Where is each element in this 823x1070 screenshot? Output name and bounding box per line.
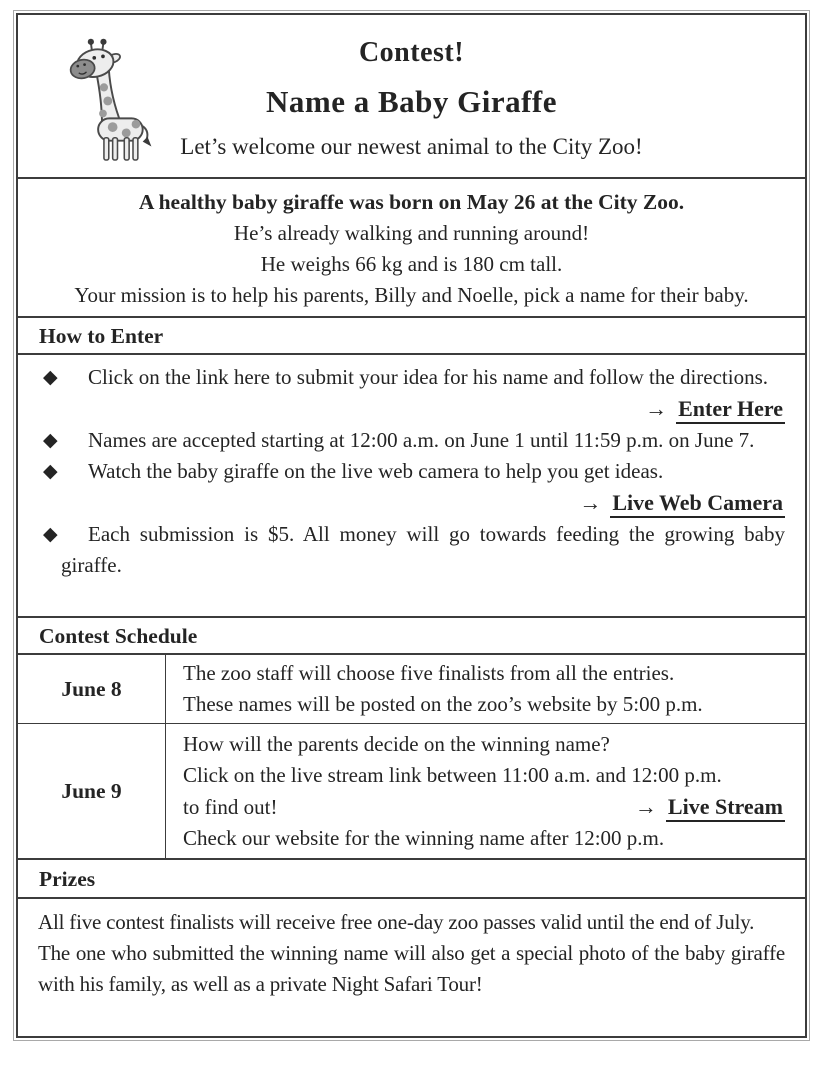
section-heading-prizes: Prizes <box>18 858 805 899</box>
bullet-text: Each submission is $5. All money will go towards feeding the growing baby giraffe. <box>61 522 785 577</box>
flyer-header <box>18 15 805 177</box>
live-stream-link[interactable] <box>635 791 785 823</box>
prizes-section <box>18 899 805 1036</box>
list-item <box>18 519 805 581</box>
how-to-enter-list <box>18 355 805 616</box>
contest-flyer <box>16 13 807 1038</box>
date-cell: June 8 <box>18 655 166 723</box>
list-item <box>18 456 805 519</box>
giraffe-icon <box>52 37 152 161</box>
bullet-text: Names are accepted starting at 12:00 a.m. on June 1 until 11:59 p.m. on June 7. <box>88 428 755 452</box>
page-title: Name a Baby Giraffe <box>265 84 558 119</box>
diamond-bullet-icon: ◆ <box>43 367 58 388</box>
diamond-bullet-icon: ◆ <box>43 524 58 545</box>
schedule-text-line: How will the parents decide on the winning name? <box>183 731 610 756</box>
intro-section <box>18 177 805 316</box>
schedule-text-line: The zoo staff will choose five finalists from all the entries. <box>183 661 675 685</box>
schedule-text-line <box>183 791 785 823</box>
schedule-text-line: Check our website for the winning name after 12:00 p.m. <box>183 825 665 850</box>
bullet-text: Watch the baby giraffe on the live web camera to help you get ideas. <box>88 459 664 483</box>
enter-here-link[interactable] <box>645 393 785 425</box>
intro-line: He’s already walking and running around! <box>233 221 590 245</box>
diamond-bullet-icon: ◆ <box>43 430 58 451</box>
schedule-text: to find out! <box>183 794 278 819</box>
table-row <box>18 724 805 858</box>
link-label: Live Stream <box>666 794 785 822</box>
schedule-content-cell <box>166 724 805 858</box>
prizes-paragraph: The one who submitted the winning name will also get a special photo of the baby giraffe with his family, as well as a private Night Safari Tour! <box>38 941 785 996</box>
diamond-bullet-icon: ◆ <box>43 461 58 482</box>
section-heading-contest-schedule: Contest Schedule <box>18 616 805 655</box>
page-subtitle: Let’s welcome our newest animal to the City Zoo! <box>180 134 643 159</box>
intro-line: Your mission is to help his parents, Billy and Noelle, pick a name for their baby. <box>74 283 749 307</box>
section-heading-how-to-enter: How to Enter <box>18 316 805 355</box>
list-item <box>18 425 805 456</box>
link-label: Live Web Camera <box>610 490 785 518</box>
schedule-text-line: Click on the live stream link between 11:00 a.m. and 12:00 p.m. <box>183 762 722 787</box>
prizes-paragraph: All five contest finalists will receive free one-day zoo passes valid until the end of July. <box>38 910 755 934</box>
schedule-table <box>18 655 805 858</box>
right-arrow-icon: → <box>579 490 602 515</box>
intro-line: He weighs 66 kg and is 180 cm tall. <box>260 252 563 276</box>
list-item <box>18 362 805 425</box>
table-row <box>18 655 805 724</box>
schedule-text-line: These names will be posted on the zoo’s website by 5:00 p.m. <box>183 692 703 716</box>
right-arrow-icon: → <box>645 396 668 421</box>
date-cell: June 9 <box>18 724 166 858</box>
live-web-camera-link[interactable] <box>579 487 785 519</box>
intro-headline: A healthy baby giraffe was born on May 26 at the City Zoo. <box>138 190 685 214</box>
right-arrow-icon: → <box>634 793 657 819</box>
contest-label: Contest! <box>358 37 465 68</box>
schedule-content-cell <box>166 655 805 723</box>
baby-giraffe-illustration <box>52 37 152 161</box>
link-label: Enter Here <box>676 396 785 424</box>
bullet-text: Click on the link here to submit your idea for his name and follow the directions. <box>88 365 769 389</box>
